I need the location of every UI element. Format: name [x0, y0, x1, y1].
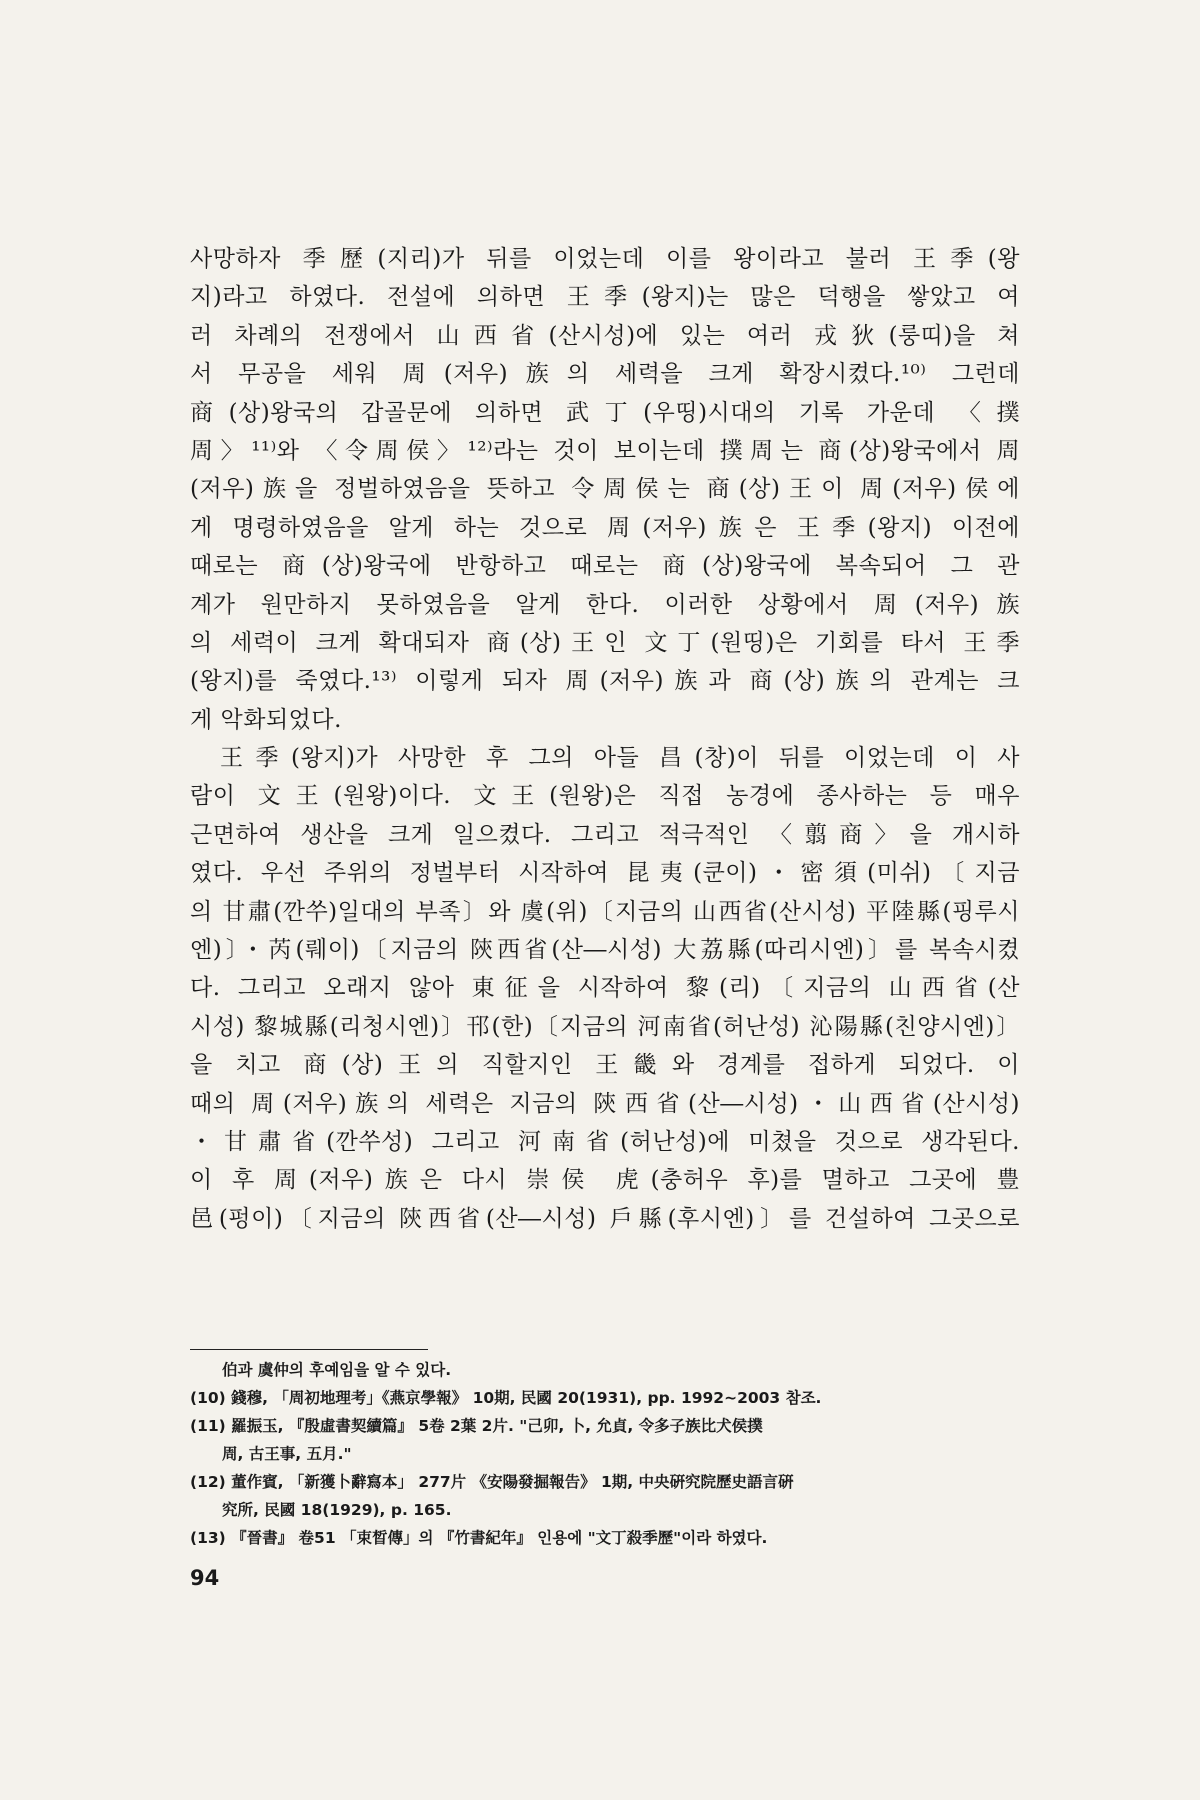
text-line: 람이 文王(원왕)이다. 文王(원왕)은 직접 농경에 종사하는 등 매우: [190, 783, 1020, 810]
text-line: 서 무공을 세워 周(저우)族의 세력을 크게 확장시켰다.¹⁰⁾ 그런데: [190, 361, 1020, 388]
text-line: (왕지)를 죽였다.¹³⁾ 이렇게 되자 周(저우)族과 商(상)族의 관계는 크: [190, 668, 1020, 695]
paragraph-2: [190, 739, 1020, 1238]
text-line: 근면하여 생산을 크게 일으켰다. 그리고 적극적인 〈翦商〉을 개시하: [190, 821, 1020, 848]
text-line: 지)라고 하였다. 전설에 의하면 王季(왕지)는 많은 덕행을 쌓았고 여: [190, 284, 1020, 311]
footnote-11-continued: 周, 古王事, 五月.": [222, 1445, 352, 1463]
text-line: 러 차례의 전쟁에서 山西省(산시성)에 있는 여러 戎狄(룽띠)을 쳐: [190, 322, 1020, 349]
text-line: 周〉¹¹⁾와 〈令周侯〉¹²⁾라는 것이 보이는데 撲周는 商(상)왕국에서 周: [190, 437, 1020, 464]
paragraph-1: [190, 240, 1020, 739]
text-line: 의 甘肅(깐쑤)일대의 부족〕와 虞(위)〔지금의 山西省(산시성) 平陸縣(핑루시: [190, 898, 1020, 925]
text-line: 게 악화되었다.: [190, 706, 342, 733]
footnote-12: (12) 董作賓, 「新獲卜辭寫本」 277片 《安陽發掘報告》 1期, 中央硏究院歷史語言硏: [190, 1473, 794, 1491]
text-line: 이 후 周(저우)族은 다시 崇侯 虎(충허우 후)를 멸하고 그곳에 豊: [190, 1167, 1020, 1194]
text-line: 계가 원만하지 못하였음을 알게 한다. 이러한 상황에서 周(저우)族: [190, 591, 1020, 618]
footnote-12-continued: 究所, 民國 18(1929), p. 165.: [222, 1501, 452, 1519]
text-line: 때로는 商(상)왕국에 반항하고 때로는 商(상)왕국에 복속되어 그 관: [190, 553, 1020, 580]
footnote-carryover: 伯과 虞仲의 후예임을 알 수 있다.: [222, 1361, 452, 1379]
text-line: 때의 周(저우)族의 세력은 지금의 陝西省(산―시성)・山西省(산시성): [190, 1090, 1020, 1117]
text-line: 邑(펑이)〔지금의 陝西省(산―시성) 戶縣(후시엔)〕를 건설하여 그곳으로: [190, 1205, 1020, 1232]
body-text: [190, 240, 1020, 1238]
footnote-divider: [190, 1349, 428, 1350]
text-line: 商(상)왕국의 갑골문에 의하면 武丁(우띵)시대의 기록 가운데 〈撲: [190, 399, 1020, 426]
footnote-13: (13) 『晉書』 卷51 「束晳傳」의 『竹書紀年』 인용에 "文丁殺季歷"이라 하였다.: [190, 1529, 768, 1547]
text-line: 사망하자 季歷(지리)가 뒤를 이었는데 이를 왕이라고 불러 王季(왕: [190, 246, 1020, 272]
text-line: (저우)族을 정벌하였음을 뜻하고 令周侯는 商(상)王이 周(저우)侯에: [190, 476, 1020, 503]
text-line: 다. 그리고 오래지 않아 東征을 시작하여 黎(리)〔지금의 山西省(산: [190, 975, 1020, 1002]
text-line: 을 치고 商(상)王의 직할지인 王畿와 경계를 접하게 되었다. 이: [190, 1052, 1020, 1079]
text-line: ・甘肅省(깐쑤성) 그리고 河南省(허난성)에 미쳤을 것으로 생각된다.: [190, 1128, 1020, 1155]
footnote-10: (10) 錢穆, 「周初地理考」《燕京學報》 10期, 民國 20(1931), pp. 1992~2003 참조.: [190, 1389, 822, 1407]
text-line: 시성) 黎城縣(리청시엔)〕邗(한)〔지금의 河南省(허난성) 沁陽縣(친양시엔)〕: [190, 1013, 1020, 1040]
footnotes: [190, 1356, 1020, 1552]
text-line: 의 세력이 크게 확대되자 商(상)王인 文丁(원띵)은 기회를 타서 王季: [190, 629, 1020, 656]
footnote-11: (11) 羅振玉, 『殷虛書契續篇』 5卷 2葉 2片. "己卯, 卜, 允貞, 令多子族比犬侯撲: [190, 1417, 763, 1435]
text-line: 게 명령하였음을 알게 하는 것으로 周(저우)族은 王季(왕지) 이전에: [190, 514, 1020, 541]
text-line: 엔)〕・芮(뤠이)〔지금의 陝西省(산―시성) 大荔縣(따리시엔)〕를 복속시켰: [190, 937, 1020, 964]
text-line: 王季(왕지)가 사망한 후 그의 아들 昌(창)이 뒤를 이었는데 이 사: [220, 745, 1020, 772]
page-number: 94: [190, 1566, 220, 1590]
text-line: 였다. 우선 주위의 정벌부터 시작하여 昆夷(쿤이)・密須(미쉬)〔지금: [190, 860, 1020, 887]
